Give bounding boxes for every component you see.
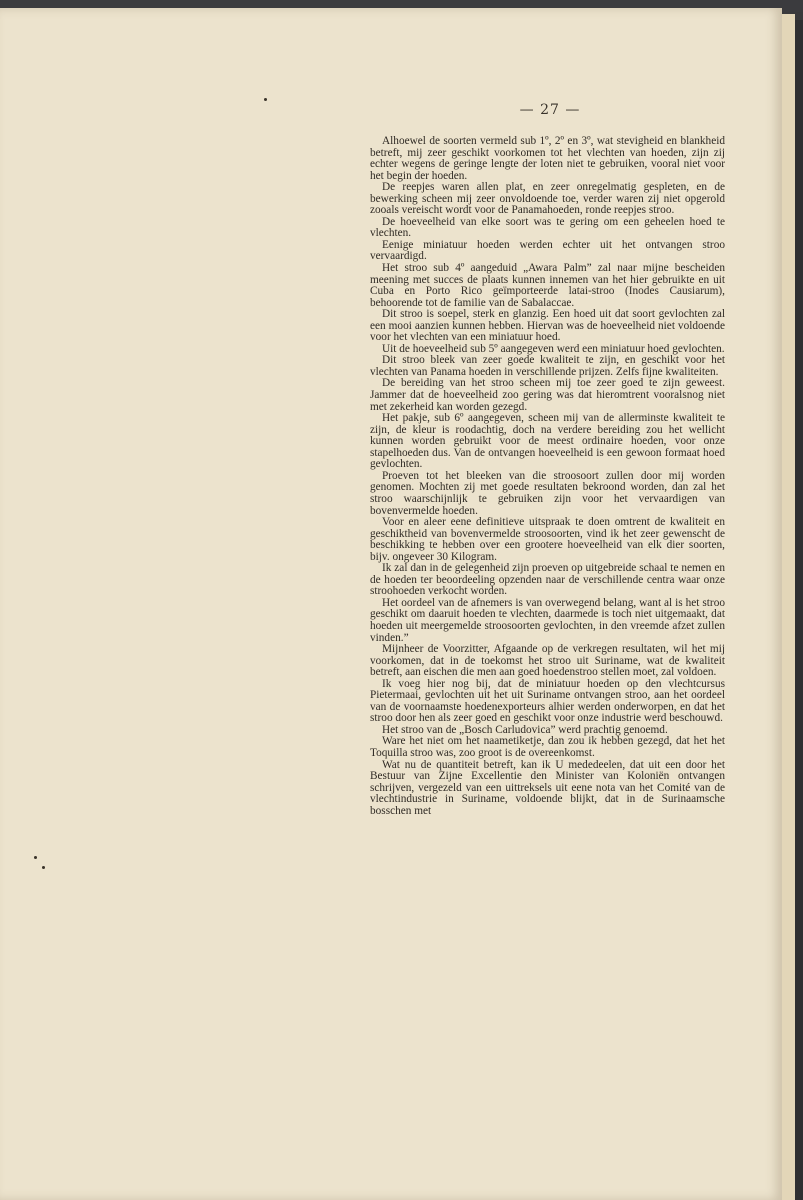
paragraph: Voor en aleer eene definitieve uitspraak te doen omtrent de kwaliteit en geschiktheid van bovenvermelde stroosoorten, vind ik het zeer gewenscht de beschikking te hebben over een grootere hoeveelheid van elk dier soorten, bijv. ongeveer 30 Kilogram. — [370, 516, 725, 563]
speck-mark — [34, 856, 37, 859]
paragraph: De bereiding van het stroo scheen mij toe zeer goed te zijn geweest. Jammer dat de hoeveelheid zoo gering was dat hieromtrent vooralsnog niet met zekerheid kan worden gezegd. — [370, 377, 725, 413]
document-text — [370, 136, 725, 817]
paragraph: Het stroo van de „Bosch Carludovica” werd prachtig genoemd. — [382, 723, 668, 736]
paragraph: Het oordeel van de afnemers is van overwegend belang, want al is het stroo geschikt om daaruit hoeden te vlechten, daarmede is toch niet uitgemaakt, dat hoeden uit meergemelde stroosoorten gevlochten, in den vreemde afzet zullen vinden.” — [370, 596, 725, 644]
paragraph: Het stroo sub 4º aangeduid „Awara Palm” zal naar mijne bescheiden meening met succes de plaats kunnen innemen van het hier gebruikte en uit Cuba en Porto Rico geïmporteerde latai-stroo (Inodes Causiarum), behoorende tot de familie van de Sabalaccae. — [370, 262, 725, 309]
paragraph: Het pakje, sub 6º aangegeven, scheen mij van de allerminste kwaliteit te zijn, de kleur is roodachtig, doch na verdere bereiding zou het wellicht kunnen worden gebruikt voor de meest ordinaire hoeden, voor onze stapelhoeden dus. Van de ontvangen hoeveelheid is een gewoon formaat hoed gevlochten. — [370, 412, 725, 471]
paragraph: Ware het niet om het naametiketje, dan zou ik hebben gezegd, dat het het Toquilla stroo was, zoo groot is de overeenkomst. — [370, 735, 725, 759]
paragraph: Eenige miniatuur hoeden werden echter uit het ontvangen stroo vervaardigd. — [370, 238, 725, 263]
speck-mark — [264, 98, 267, 101]
speck-mark — [42, 866, 45, 869]
paragraph: Ik zal dan in de gelegenheid zijn proeven op uitgebreide schaal te nemen en de hoeden ter beoordeeling opzenden naar de verschillende centra waar onze stroohoeden verkocht worden. — [370, 562, 725, 598]
paragraph: Mijnheer de Voorzitter, Afgaande op de verkregen resultaten, wil het mij voorkomen, dat in de toekomst het stroo uit Suriname, wat de kwaliteit betreft, aan eischen die men aan goed hoedenstroo stellen moet, zal voldoen. — [370, 643, 725, 679]
paragraph: De reepjes waren allen plat, en zeer onregelmatig gespleten, en de bewerking scheen mij zeer onvoldoende toe, verder waren zij niet opgerold zooals vereischt wordt voor de Panamahoeden, ronde reepjes stroo. — [370, 181, 725, 217]
paragraph: Proeven tot het bleeken van die stroosoort zullen door mij worden genomen. Mochten zij met goede resultaten bekroond worden, dan zal het stroo waarschijnlijk te gebruiken zijn voor het vervaardigen van bovenvermelde hoeden. — [370, 469, 725, 517]
paragraph: Alhoewel de soorten vermeld sub 1º, 2º en 3º, wat stevigheid en blankheid betreft, mij zeer geschikt voorkomen tot het vlechten van hoeden, zijn zij echter wegens de geringe lengte der loten niet te gebruiken, vooral niet voor het begin der hoeden. — [370, 135, 725, 182]
paragraph: Uit de hoeveelheid sub 5º aangegeven werd een miniatuur hoed gevlochten. — [382, 342, 725, 355]
paragraph: Dit stroo bleek van zeer goede kwaliteit te zijn, en geschikt voor het vlechten van Panama hoeden in verschillende prijzen. Zelfs fijne kwaliteiten. — [370, 354, 725, 378]
page-number: — 27 — — [519, 102, 581, 118]
paragraph: Ik voeg hier nog bij, dat de miniatuur hoeden op den vlechtcursus Pietermaai, gevlochten uit het uit Suriname ontvangen stroo, aan het oordeel van de voornaamste hoedenexporteurs alhier werden onderworpen, en dat het stroo door hen als zeer goed en geschikt voor onze industrie werd beschouwd. — [370, 677, 725, 725]
paragraph: Wat nu de quantiteit betreft, kan ik U mededeelen, dat uit een door het Bestuur van Zijne Excellentie den Minister van Koloniën ontvangen schrijven, vergezeld van een uittreksels uit eene nota van het Comité van de vlechtindustrie in Suriname, voldoende blijkt, dat in de Surinaamsche bosschen met — [370, 758, 725, 817]
paragraph: De hoeveelheid van elke soort was te gering om een geheelen hoed te vlechten. — [370, 215, 725, 240]
paragraph: Dit stroo is soepel, sterk en glanzig. Een hoed uit dat soort gevlochten zal een mooi aanzien kunnen hebben. Hiervan was de hoeveelheid niet voldoende voor het vlechten van een miniatuur hoed. — [370, 308, 725, 344]
